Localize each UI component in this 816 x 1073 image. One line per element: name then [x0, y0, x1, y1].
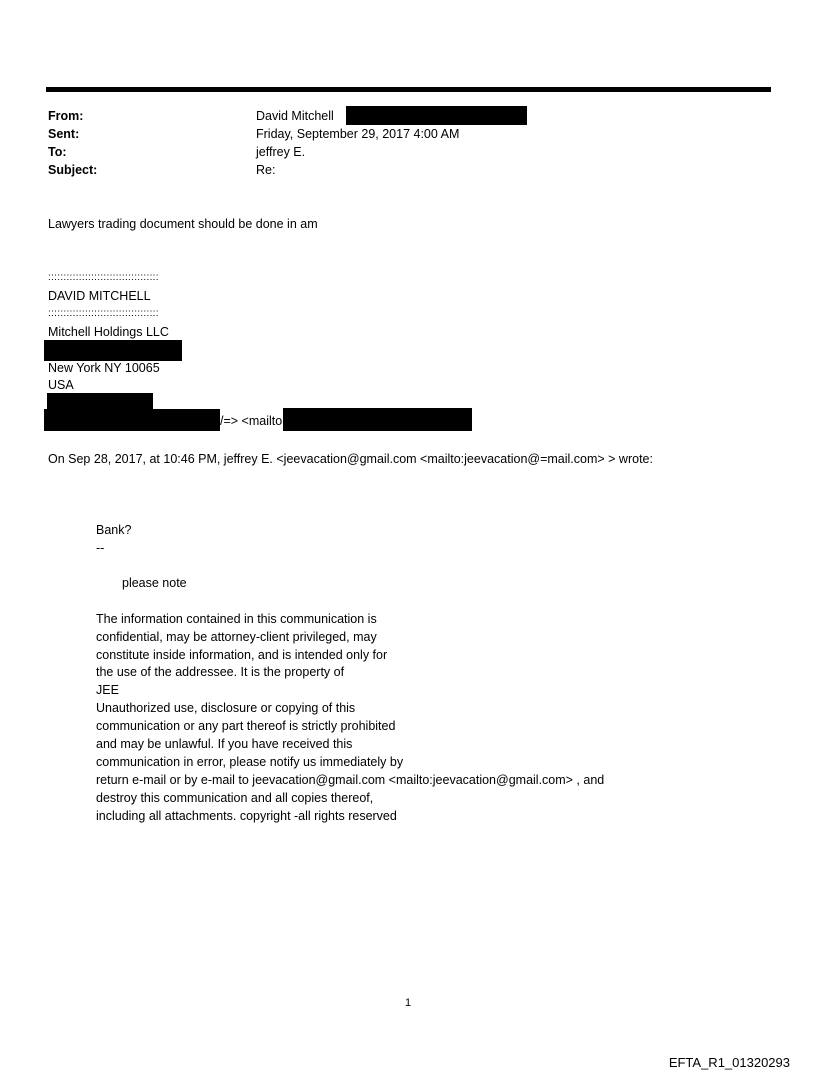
- disclaimer-line: communication or any part thereof is strictly prohibited: [96, 719, 396, 733]
- bates-number: EFTA_R1_01320293: [668, 1055, 790, 1070]
- quoted-please-note: please note: [122, 576, 187, 590]
- quoted-attribution: On Sep 28, 2017, at 10:46 PM, jeffrey E. <jeevacation@gmail.com <mailto:jeevacation@=mail.com> > wrote:: [48, 452, 653, 466]
- disclaimer-line: confidential, may be attorney-client privileged, may: [96, 630, 377, 644]
- page-number: 1: [404, 997, 412, 1009]
- disclaimer-line: constitute inside information, and is intended only for: [96, 648, 388, 662]
- to-label: To:: [48, 145, 67, 159]
- signature-link-fragment: /=> <mailto: [220, 414, 283, 428]
- disclaimer-line: and may be unlawful. If you have received this: [96, 737, 353, 751]
- quoted-sig-separator: --: [96, 541, 105, 555]
- signature-company: Mitchell Holdings LLC: [48, 325, 169, 339]
- signature-name: DAVID MITCHELL: [48, 289, 151, 303]
- disclaimer-line: communication in error, please notify us immediately by: [96, 755, 404, 769]
- disclaimer-line: The information contained in this communication is: [96, 612, 377, 626]
- signature-city: New York NY 10065: [48, 361, 160, 375]
- disclaimer-line: Unauthorized use, disclosure or copying of this: [96, 701, 356, 715]
- signature-dots-top: ::::::::::::::::::::::::::::::::::::: [48, 272, 159, 283]
- disclaimer-line: return e-mail or by e-mail to jeevacation@gmail.com <mailto:jeevacation@gmail.com> , and: [96, 773, 605, 787]
- disclaimer-line: the use of the addressee. It is the property of: [96, 665, 345, 679]
- subject-label: Subject:: [48, 163, 98, 177]
- from-value: David Mitchell: [256, 109, 334, 123]
- redaction-website: [44, 409, 220, 431]
- redaction-from-email: [346, 106, 527, 125]
- signature-country: USA: [48, 378, 74, 392]
- message-text: Lawyers trading document should be done in am: [48, 217, 318, 231]
- header-rule: [46, 87, 771, 92]
- disclaimer-line: JEE: [96, 683, 119, 697]
- disclaimer-line: including all attachments. copyright -all rights reserved: [96, 809, 397, 823]
- redaction-street-address: [44, 340, 182, 361]
- sent-label: Sent:: [48, 127, 80, 141]
- to-value: jeffrey E.: [256, 145, 306, 159]
- disclaimer-line: destroy this communication and all copies thereof,: [96, 791, 374, 805]
- quoted-question: Bank?: [96, 523, 132, 537]
- redaction-mailto: [283, 408, 472, 431]
- subject-value: Re:: [256, 163, 276, 177]
- sent-value: Friday, September 29, 2017 4:00 AM: [256, 127, 460, 141]
- signature-dots-bottom: ::::::::::::::::::::::::::::::::::::: [48, 308, 159, 319]
- from-label: From:: [48, 109, 84, 123]
